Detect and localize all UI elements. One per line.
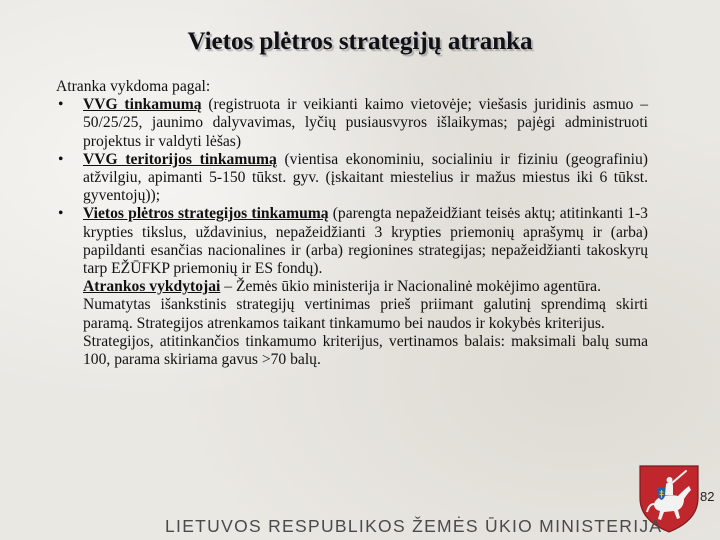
selector-label: Atrankos vykdytojai (83, 278, 221, 296)
criterion-term: VVG tinkamumą (83, 96, 202, 114)
criteria-list (56, 96, 648, 278)
criterion-term: VVG teritorijos tinkamumą (83, 150, 277, 168)
pre-evaluation-paragraph: Numatytas išankstinis strategijų vertinimas prieš priimant galutinį sprendimą skirti paramą. Strategijos atrenkamos taikant tinkamumo bei naudos ir kokybės kriterijus. (83, 296, 648, 332)
criterion-term: Vietos plėtros strategijos tinkamumą (83, 205, 329, 223)
selector-text: – Žemės ūkio ministerija ir Nacionalinė mokėjimo agentūra. (220, 278, 601, 296)
criterion-item (56, 96, 648, 151)
page-number: 82 (700, 489, 715, 504)
criterion-text: (vientisa ekonominiu, socialiniu ir fiziniu (geografiniu) atžvilgiu, apimanti 5-150 tūkst. gyv. (įskaitant miestelius ir mažus miestus iki 6 tūkst. gyventojų)); (83, 150, 649, 205)
bullet-glyph: • (58, 150, 64, 168)
criterion-item (56, 205, 648, 278)
bullet-glyph: • (58, 96, 64, 114)
scoring-paragraph: Strategijos, atitinkančios tinkamumo kriterijus, vertinamos balais: maksimali balų suma 100, parama skiriama gavus >70 balų. (83, 332, 648, 369)
intro-text: Atranka vykdoma pagal: (56, 78, 211, 95)
slide-title: Vietos plėtros strategijų atranka (187, 28, 533, 55)
criterion-text: (registruota ir veikianti kaimo vietovėje; viešasis juridinis asmuo – 50/25/25, jaunimo dalyvavimas, lyčių pusiausvyros išlaikymas; pajėgi administruoti projektus ir valdyti lėšas) (83, 96, 649, 150)
bullet-glyph: • (58, 205, 64, 223)
ministry-footer-text: LIETUVOS RESPUBLIKOS ŽEMĖS ŪKIO MINISTERIJA (165, 516, 663, 536)
criterion-text: (parengta nepažeidžiant teisės aktų; atitinkanti 1-3 krypties tikslus, uždavinius, nepažeidžianti 3 krypties priemonių aprašymų ir (arba) papildanti esančias nacionalines ir (arba) regionines strategijas; nepažeidžianti takoskyrų tarp EŽŪFKP priemonių ir ES fondų). (83, 205, 648, 278)
criterion-item (56, 151, 648, 206)
selector-paragraph (56, 278, 648, 296)
slide-body (56, 78, 648, 369)
